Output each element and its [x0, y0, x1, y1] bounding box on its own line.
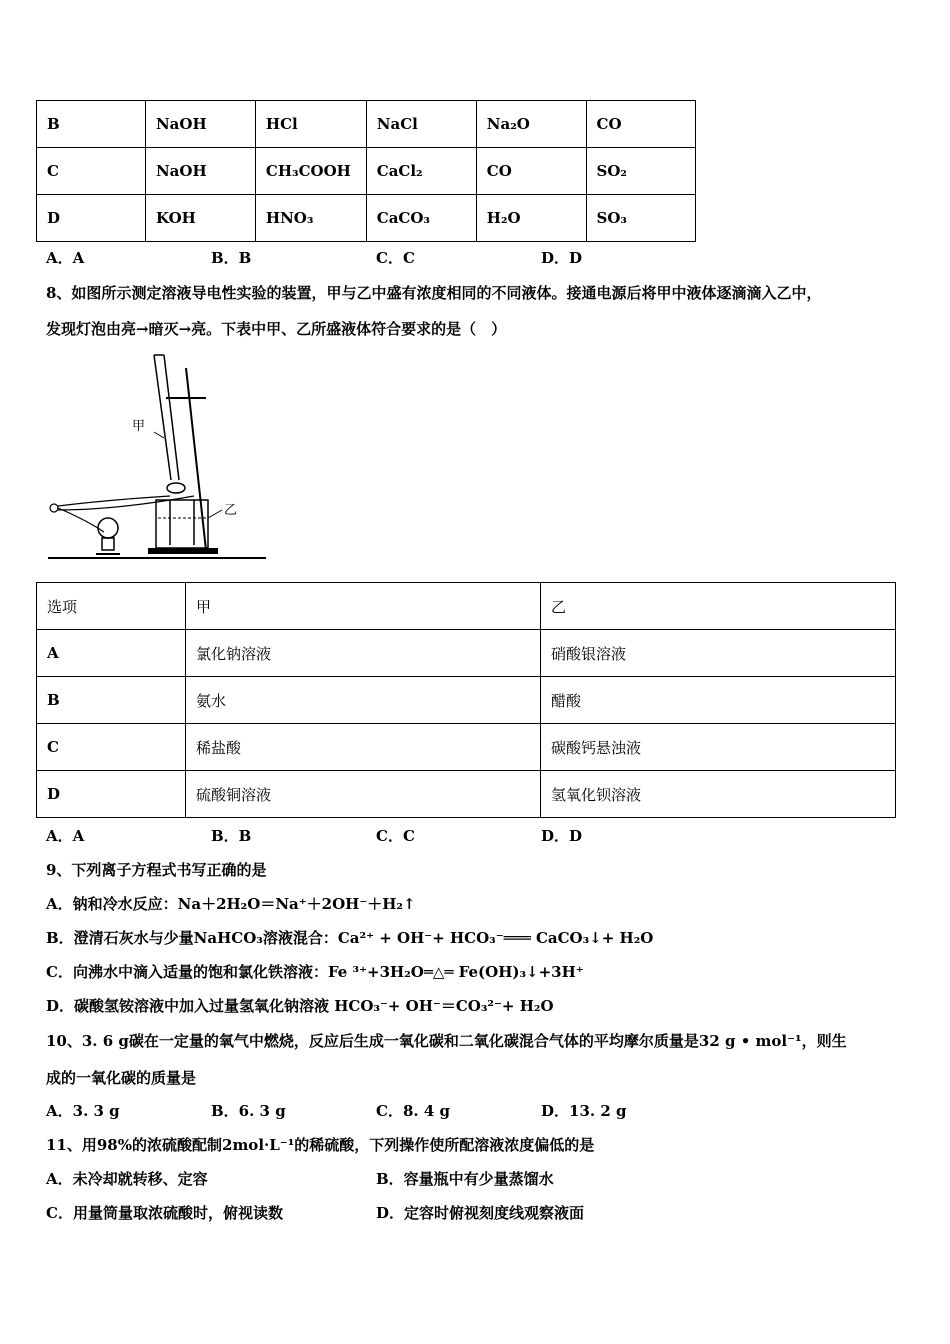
question8-stem-line2: 发现灯泡由亮→暗灭→亮。下表中甲、乙所盛液体符合要求的是（ ） [46, 320, 507, 338]
question9-stem: 9、下列离子方程式书写正确的是 [46, 861, 267, 879]
answer-option[interactable]: B．6. 3 g [211, 1102, 286, 1120]
cell: 氨水 [186, 677, 541, 724]
answer-option[interactable]: A．未冷却就转移、定容 [46, 1170, 208, 1188]
table-row [37, 724, 896, 771]
cell: NaOH [145, 148, 255, 195]
label-yi: 乙 [224, 503, 238, 518]
answer-option[interactable]: D．D [541, 249, 583, 267]
cell: CH₃COOH [255, 148, 366, 195]
answer-option[interactable]: A．A [46, 827, 85, 845]
cell: SO₂ [586, 148, 695, 195]
cell: 硫酸铜溶液 [186, 771, 541, 818]
cell: D [37, 195, 146, 242]
question9-option-b[interactable]: B．澄清石灰水与少量NaHCO₃溶液混合：Ca²⁺ + OH⁻+ HCO₃⁻═══ CaCO₃↓+ H₂O [46, 929, 654, 947]
answer-option[interactable]: B．容量瓶中有少量蒸馏水 [376, 1170, 554, 1188]
question7-table [36, 100, 696, 242]
table-header-row [37, 583, 896, 630]
answer-option[interactable]: D．D [541, 827, 583, 845]
cell: SO₃ [586, 195, 695, 242]
question10-stem-line1: 10、3. 6 g碳在一定量的氧气中燃烧，反应后生成一氧化碳和二氧化碳混合气体的平均摩尔质量是32 g • mol⁻¹，则生 [46, 1032, 847, 1050]
cell: KOH [145, 195, 255, 242]
label-jia: 甲 [132, 419, 146, 434]
cell: 氢氧化钡溶液 [541, 771, 896, 818]
answer-option[interactable]: D．13. 2 g [541, 1102, 627, 1120]
cell: CO [586, 101, 695, 148]
question10-answers [46, 1100, 706, 1121]
answer-option[interactable]: C．C [376, 249, 415, 267]
cell: HNO₃ [255, 195, 366, 242]
cell: Na₂O [476, 101, 586, 148]
question11-stem: 11、用98%的浓硫酸配制2mol·L⁻¹的稀硫酸，下列操作使所配溶液浓度偏低的是 [46, 1136, 595, 1154]
header-cell: 选项 [37, 583, 186, 630]
question8-answers [46, 825, 706, 846]
answer-option[interactable]: B．B [211, 827, 252, 845]
cell: NaCl [366, 101, 476, 148]
question8-table [36, 582, 896, 818]
answer-option[interactable]: A．A [46, 249, 85, 267]
cell: CO [476, 148, 586, 195]
table-row [37, 148, 696, 195]
cell: B [37, 677, 186, 724]
table-row [37, 630, 896, 677]
cell: C [37, 148, 146, 195]
question9-option-d[interactable]: D．碳酸氢铵溶液中加入过量氢氧化钠溶液 HCO₃⁻+ OH⁻＝CO₃²⁻+ H₂O [46, 997, 554, 1015]
cell: H₂O [476, 195, 586, 242]
cell: CaCl₂ [366, 148, 476, 195]
question7-answers [46, 247, 706, 268]
cell: 醋酸 [541, 677, 896, 724]
question8-stem-line1: 8、如图所示测定溶液导电性实验的装置，甲与乙中盛有浓度相同的不同液体。接通电源后将甲中液体逐滴滴入乙中， [46, 284, 822, 302]
cell: D [37, 771, 186, 818]
table-row [37, 771, 896, 818]
cell: 稀盐酸 [186, 724, 541, 771]
question10-stem-line2: 成的一氧化碳的质量是 [46, 1069, 197, 1087]
cell: B [37, 101, 146, 148]
conductivity-apparatus-figure [46, 350, 276, 565]
question9-option-c[interactable]: C．向沸水中滴入适量的饱和氯化铁溶液：Fe ³⁺+3H₂O═△═ Fe(OH)₃↓+3H⁺ [46, 963, 584, 981]
answer-option[interactable]: C．C [376, 827, 415, 845]
question9-option-a[interactable]: A．钠和冷水反应：Na＋2H₂O＝Na⁺＋2OH⁻＋H₂↑ [46, 895, 416, 913]
table-row [37, 195, 696, 242]
cell: 碳酸钙悬浊液 [541, 724, 896, 771]
answer-option[interactable]: A．3. 3 g [46, 1102, 120, 1120]
header-cell: 甲 [186, 583, 541, 630]
cell: NaOH [145, 101, 255, 148]
table-row [37, 101, 696, 148]
cell: HCl [255, 101, 366, 148]
answer-option[interactable]: C．8. 4 g [376, 1102, 450, 1120]
cell: A [37, 630, 186, 677]
cell: CaCO₃ [366, 195, 476, 242]
answer-option[interactable]: C．用量筒量取浓硫酸时，俯视读数 [46, 1204, 283, 1222]
question11-options-row1 [46, 1168, 706, 1189]
cell: 氯化钠溶液 [186, 630, 541, 677]
question11-options-row2 [46, 1202, 706, 1223]
cell: 硝酸银溶液 [541, 630, 896, 677]
cell: C [37, 724, 186, 771]
header-cell: 乙 [541, 583, 896, 630]
table-row [37, 677, 896, 724]
answer-option[interactable]: D．定容时俯视刻度线观察液面 [376, 1204, 585, 1222]
answer-option[interactable]: B．B [211, 249, 252, 267]
